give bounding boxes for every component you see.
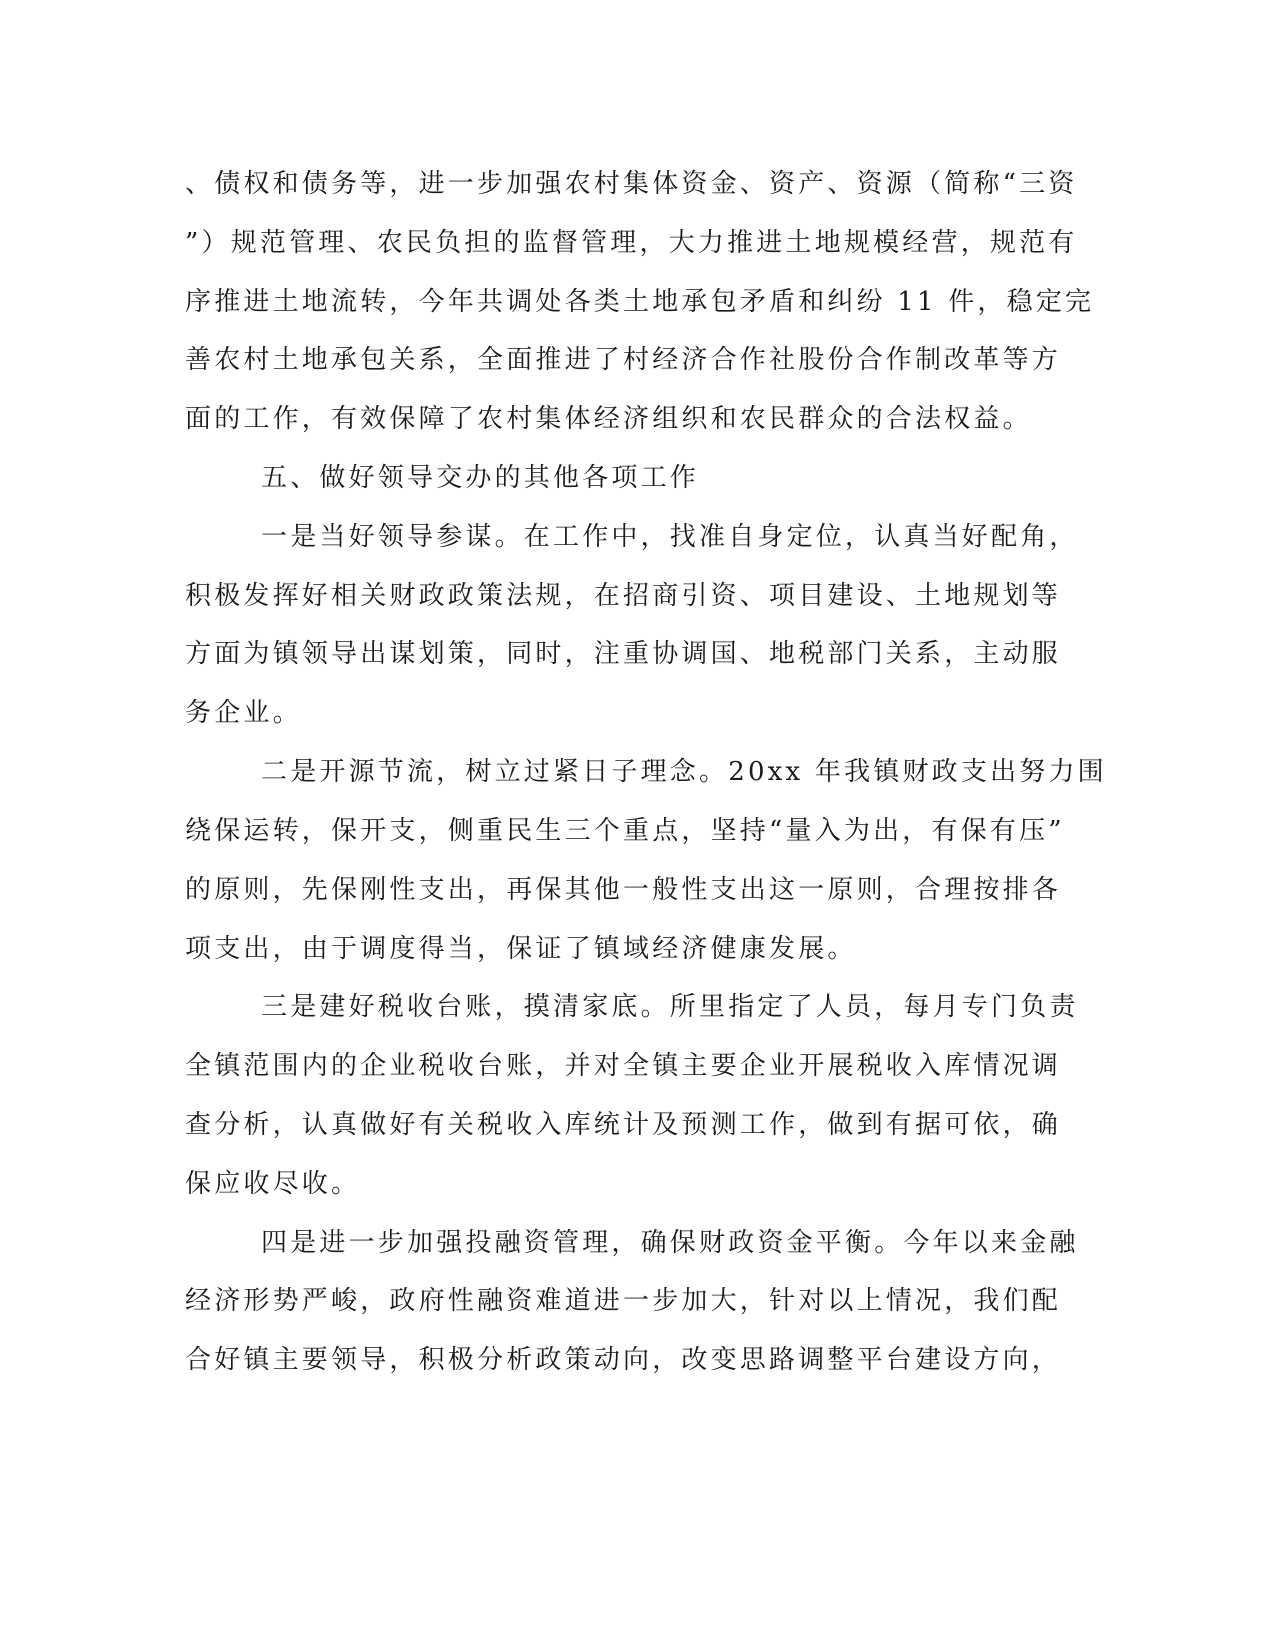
text-line: 、债权和债务等，进一步加强农村集体资金、资产、资源（简称“三资 bbox=[185, 169, 1078, 199]
section-heading: 五、做好领导交办的其他各项工作 bbox=[261, 463, 700, 493]
text-line: 序推进土地流转，今年共调处各类土地承包矛盾和纠纷 11 件，稳定完 bbox=[185, 287, 1095, 317]
text-line: 的原则，先保刚性支出，再保其他一般性支出这一原则，合理按排各 bbox=[185, 875, 1062, 905]
text-line: 务企业。 bbox=[185, 698, 302, 728]
text-line: 保应收尽收。 bbox=[185, 1169, 361, 1199]
text-line: 积极发挥好相关财政政策法规，在招商引资、项目建设、土地规划等 bbox=[185, 581, 1062, 611]
text-line: 一是当好领导参谋。在工作中，找准自身定位，认真当好配角， bbox=[261, 522, 1079, 552]
text-line: 二是开源节流，树立过紧日子理念。20xx 年我镇财政支出努力围 bbox=[261, 757, 1107, 787]
text-line: ”）规范管理、农民负担的监督管理，大力推进土地规模经营，规范有 bbox=[185, 228, 1078, 258]
text-line: 面的工作，有效保障了农村集体经济组织和农民群众的合法权益。 bbox=[185, 404, 1032, 434]
text-line: 查分析，认真做好有关税收入库统计及预测工作，做到有据可依，确 bbox=[185, 1110, 1062, 1140]
text-line: 项支出，由于调度得当，保证了镇域经济健康发展。 bbox=[185, 934, 857, 964]
text-line: 四是进一步加强投融资管理，确保财政资金平衡。今年以来金融 bbox=[261, 1228, 1079, 1258]
text-line: 经济形势严峻，政府性融资难道进一步加大，针对以上情况，我们配 bbox=[185, 1286, 1062, 1316]
text-line: 合好镇主要领导，积极分析政策动向，改变思路调整平台建设方向， bbox=[185, 1345, 1062, 1375]
text-line: 绕保运转，保开支，侧重民生三个重点，坚持“量入为出，有保有压” bbox=[185, 816, 1065, 846]
text-line: 善农村土地承包关系，全面推进了村经济合作社股份合作制改革等方 bbox=[185, 345, 1062, 375]
text-line: 方面为镇领导出谋划策，同时，注重协调国、地税部门关系，主动服 bbox=[185, 639, 1062, 669]
text-line: 全镇范围内的企业税收台账，并对全镇主要企业开展税收入库情况调 bbox=[185, 1051, 1062, 1081]
text-line: 三是建好税收台账，摸清家底。所里指定了人员，每月专门负责 bbox=[261, 992, 1079, 1022]
